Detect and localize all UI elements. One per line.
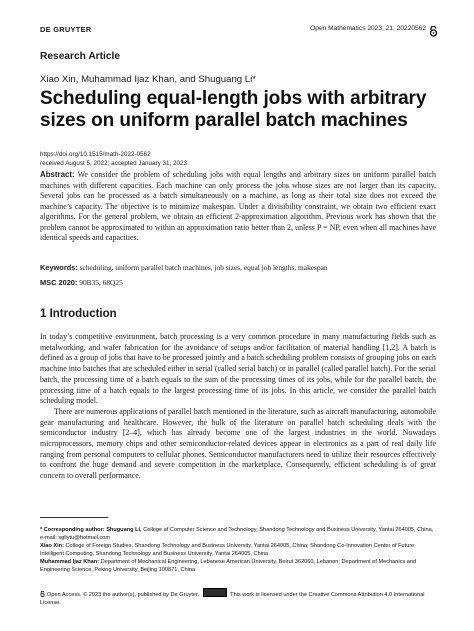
footnote-corresponding-author [40, 527, 436, 543]
paper-title: Scheduling equal-length jobs with arbitrary sizes on uniform parallel batch machines [40, 88, 427, 131]
abstract-text: We consider the problem of scheduling jobs with equal lengths and arbitrary sizes on uniform parallel batch machines with different capacities. Each machine can only process the jobs whose sizes are not larger than its capacity. Several jobs can be processed as a batch simultaneously on a machine, as long as their total size does not exceed the machine’s capacity. The objective is to minimize makespan. Under a divisibility constraint, we obtain two efficient exact algorithms. For the general problem, we obtain an efficient 2-approximation algorithm. Previous work has shown that the problem cannot be approximated to within an approximation ratio better than 2, unless P = NP, even when all machines have identical speeds and capacities. [40, 170, 436, 243]
footnote-xiao-xin [40, 543, 436, 559]
doi-link[interactable]: https://doi.org/10.1515/math-2022-0562 [40, 151, 151, 158]
footnote-text: Department of Mechanical Engineering, Lebanese American University, Beirut 362060, Lebanon; Department of Mechanics and Engineering Science, Peking University, Beijing 100871, China [40, 558, 417, 573]
publisher-name: DE GRUYTER [40, 25, 92, 34]
msc-label: MSC 2020: [40, 278, 78, 287]
abstract-label: Abstract: [40, 170, 75, 179]
keywords-label: Keywords: [40, 263, 78, 272]
footnote-muhammad-ijaz-khan [40, 559, 436, 575]
open-access-lock-icon [40, 591, 45, 597]
license-notice [40, 588, 436, 608]
msc-classification [40, 278, 123, 287]
cc-by-license-icon[interactable] [203, 588, 227, 597]
copyright-text: © 2023 the author(s), published by De Gruyter. [83, 592, 200, 598]
footnote-label: Muhammad Ijaz Khan: [40, 558, 100, 565]
journal-citation: Open Mathematics 2023; 21: 20220562 [310, 25, 426, 32]
abstract [40, 170, 436, 244]
open-access-icon [429, 26, 438, 37]
keywords-text: scheduling, uniform parallel batch machines, job sizes, equal job lengths, makespan [79, 263, 328, 272]
keywords [40, 263, 436, 272]
footnote-text: College of Computer Science and Technology, Shandong Technology and Business University, Yantai 264005, China, e-mail: sgliytu@hotmail.com [40, 527, 434, 541]
footnote-label: Xiao Xin: [40, 542, 64, 549]
section-heading: 1 Introduction [40, 308, 117, 320]
article-type: Research Article [40, 51, 121, 62]
footnote-rule [40, 517, 108, 518]
footnote-text: College of Foreign Studies, Shandong Technology and Business University, Yantai 264005, China; Shandong Co-Innovation Center of Future Intelligent Computing, Shandong Technology and Business University, Yantai 264005, China [40, 542, 415, 557]
author-list: Xiao Xin, Muhammad Ijaz Khan, and Shuguang Li* [40, 74, 256, 85]
body-paragraph: In today’s competitive environment, batch processing is a very common procedure in many manufacturing fields such as metalworking, and wafer fabrication for the avoidance of setups and/or facilitation of material handling [1,2]. A batch is defined as a group of jobs that have to be processed jointly and a batch scheduling problem consists of grouping jobs on each machine into batches that are scheduled either in serial (called serial batch) or in parallel (called parallel batch). For the serial batch, the processing time of a batch equals to the sum of the processing times of its jobs, while for the parallel batch, the processing time of a batch equals to the largest processing time of its jobs. In this article, we consider the parallel batch scheduling model. [40, 332, 436, 406]
open-access-label: Open Access. [47, 592, 82, 598]
received-accepted-dates: received August 5, 2022; accepted January 31, 2023 [40, 160, 188, 167]
section-body [40, 332, 436, 482]
footnote-label: * Corresponding author: Shuguang Li, [40, 527, 142, 533]
license-text: This work is licensed under the Creative Commons Attribution 4.0 International License. [40, 592, 425, 606]
footnotes [40, 527, 436, 574]
doi-block [40, 150, 187, 168]
msc-text: 90B35, 68Q25 [79, 278, 123, 287]
body-paragraph: There are numerous applications of parallel batch mentioned in the literature, such as aircraft manufacturing, automobile gear manufacturing and healthcare. However, the bulk of the literature on parallel batch scheduling deals with the semiconductor industry [2–4], which has already become one of the largest industries in the world. Nowadays microprocessors, memory chips and other semiconductor-related devices appear in electronics as a part of real daily life ranging from personal computers to cellular phones. Semiconductor manufacturers need to utilize their resources effectively to confront the huge demand and severe competition in the marketplace. Consequently, efficient scheduling is of great concern to overall performance. [40, 406, 436, 481]
